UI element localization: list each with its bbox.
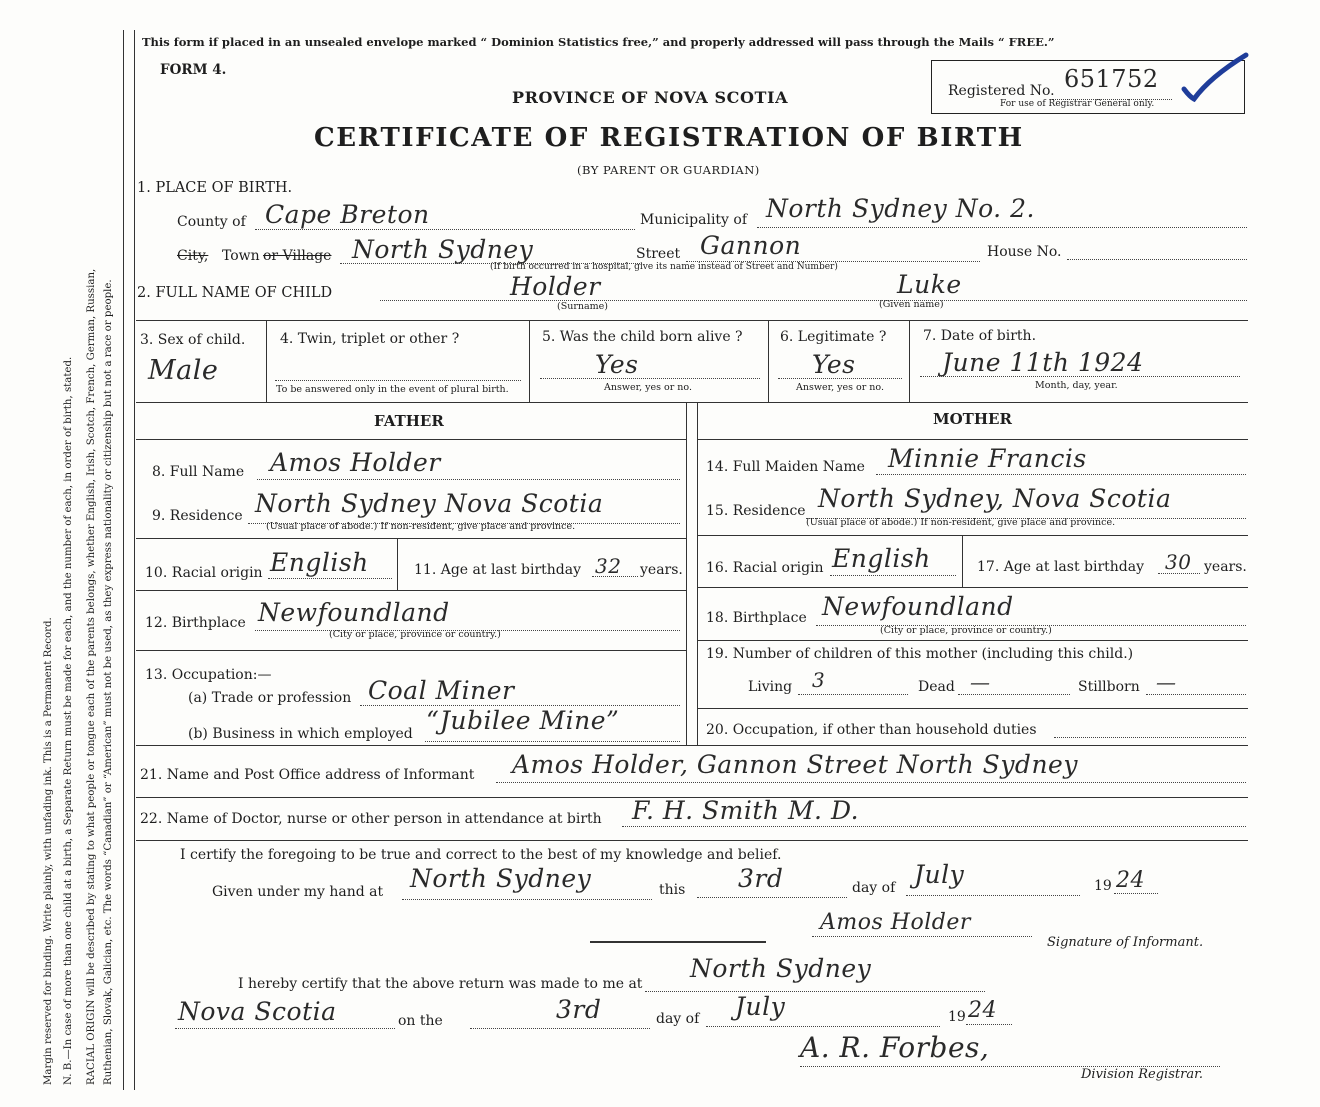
given-month-line [906,895,1080,896]
mother-stillborn-label: Stillborn [1078,679,1140,695]
division-registrar-label: Division Registrar. [1081,1067,1203,1082]
father-business-value: “Jubilee Mine” [426,706,620,735]
father-business-label: (b) Business in which employed [188,726,413,742]
town-label: Town [222,248,260,264]
registered-no-value: 651752 [1064,65,1159,93]
given-place-line [402,899,652,900]
province-heading: PROVINCE OF NOVA SCOTIA [512,88,789,107]
mother-living-label: Living [748,679,793,695]
county-value: Cape Breton [265,200,430,229]
informant-value: Amos Holder, Gannon Street North Sydney [512,750,1078,779]
father-name-label: 8. Full Name [152,464,245,480]
sex-label: 3. Sex of child. [140,332,246,348]
mother-children-label: 19. Number of children of this mother (including this child.) [706,646,1134,662]
hospital-note: (If birth occurred in a hospital, give its name instead of Street and Number) [490,262,838,272]
legitimate-line [778,378,902,379]
mother-living-line [798,694,908,695]
margin-note-plural-birth: N. B.—In case of more than one child at a birth, a Separate Return must be made for each, and the number of each, in order of birth, stated. [63,356,74,1085]
twin-line [275,380,521,381]
checkmark-icon [1176,49,1254,109]
registrar-day-line [470,1028,650,1029]
county-line [255,229,635,230]
margin-note-binding: Margin reserved for binding. Write plainly, with unfading ink. This is a Permanent Record. [43,617,54,1085]
father-name-line [257,479,680,480]
father-occupation-label: 13. Occupation:— [145,667,272,683]
registrar-place-1: North Sydney [690,954,872,983]
father-business-line [425,741,680,742]
mother-race-top-line [698,535,1248,536]
mother-name-value: Minnie Francis [888,444,1087,473]
child-given-value: Luke [897,270,962,299]
mother-heading-line [698,439,1248,440]
father-residence-value: North Sydney Nova Scotia [255,489,604,518]
registrar-statement: I hereby certify that the above return was made to me at [238,976,643,992]
father-heading: FATHER [374,412,444,430]
born-alive-note: Answer, yes or no. [604,382,693,393]
registrar-month-value: July [735,992,786,1021]
city-label: City, [177,248,209,264]
details-divider-4 [909,320,910,402]
registrar-day-of-label: day of [656,1011,700,1027]
date-of-birth-line [920,376,1240,377]
margin-note-racial-origin: RACIAL ORIGIN will be described by stating to what people or tongue each of the parents belongs, whether English, Irish, Scotch, French, German, Russian, [86,268,97,1085]
given-under-label: Given under my hand at [212,884,384,900]
mother-race-bottom-line [698,587,1248,588]
mother-occupation-line [1054,737,1246,738]
born-alive-line [540,378,760,379]
father-birthplace-value: Newfoundland [258,598,450,627]
mother-living-value: 3 [812,668,826,692]
mother-age-value: 30 [1165,550,1192,574]
child-surname-value: Holder [510,272,601,301]
county-label: County of [177,214,246,230]
mother-age-line [1158,573,1200,574]
date-of-birth-label: 7. Date of birth. [923,328,1037,344]
twin-note: To be answered only in the event of plural birth. [276,384,509,395]
street-label: Street [636,246,681,262]
registrar-year-value: 24 [968,998,997,1023]
on-the-label: on the [398,1013,443,1029]
page-title: CERTIFICATE OF REGISTRATION OF BIRTH [314,123,1024,153]
born-alive-value: Yes [595,350,639,379]
mother-birthplace-value: Newfoundland [822,592,1014,621]
given-day-line [697,897,847,898]
registrar-place-2: Nova Scotia [178,997,337,1026]
mother-residence-note: (Usual place of abode.) If non-resident, give place and province. [806,517,1116,528]
separator-rule [590,941,766,943]
frame-left-line-inner [134,30,135,1090]
twin-label: 4. Twin, triplet or other ? [280,331,460,347]
father-residence-note: (Usual place of abode.) If non-resident, give place and province. [266,521,576,532]
father-trade-label: (a) Trade or profession [188,690,352,706]
details-divider-3 [768,320,769,402]
given-day-value: 3rd [738,864,784,893]
father-trade-value: Coal Miner [368,676,515,705]
municipality-label: Municipality of [640,212,748,228]
registrar-place-line [645,991,985,992]
child-given-note: (Given name) [879,299,944,310]
details-divider-2 [529,320,530,402]
mother-stillborn-line [1146,694,1246,695]
mother-heading: MOTHER [933,410,1012,428]
father-race-divider [397,538,398,590]
street-value: Gannon [700,231,802,260]
informant-line [496,782,1246,783]
mother-children-top-line [698,640,1248,641]
doctor-value: F. H. Smith M. D. [632,796,860,825]
father-heading-line [136,439,686,440]
margin-note-racial-origin-cont: Ruthenian, Slovak, Galician, etc. The words “Canadian” or “American” must not be used, as they express nationality or citizenship but not a race or people. [103,279,114,1085]
mother-occupation-top-line [698,708,1248,709]
father-race-value: English [270,548,369,577]
father-residence-label: 9. Residence [152,508,243,524]
details-divider-1 [266,320,267,402]
certification-statement: I certify the foregoing to be true and correct to the best of my knowledge and belief. [180,847,782,863]
informant-signature: Amos Holder [820,910,971,935]
mother-name-line [876,474,1246,475]
date-of-birth-note: Month, day, year. [1035,380,1118,391]
mother-stillborn-value: — [1156,670,1177,694]
father-age-label: 11. Age at last birthday [414,562,582,578]
registration-box [931,60,1245,114]
mother-race-value: English [832,544,931,573]
informant-top-line [136,745,1248,746]
registrar-signature: A. R. Forbes, [800,1031,990,1064]
municipality-value: North Sydney No. 2. [766,194,1035,223]
mother-years-label: years. [1204,559,1247,575]
registrar-place-2-line [175,1028,395,1029]
given-place-value: North Sydney [410,864,592,893]
municipality-line [757,227,1247,228]
mother-race-label: 16. Racial origin [706,560,824,576]
registered-no-note: For use of Registrar General only. [1000,99,1155,109]
registrar-year-line [966,1024,1012,1025]
form-number: FORM 4. [160,62,227,78]
informant-label: 21. Name and Post Office address of Informant [140,767,475,783]
parents-divider-left [686,402,687,745]
legitimate-label: 6. Legitimate ? [780,329,887,345]
registrar-month-line [706,1026,940,1027]
signature-informant-label: Signature of Informant. [1047,935,1204,950]
father-birthplace-note: (City or place, province or country.) [329,629,501,640]
certification-top-line [136,840,1248,841]
mother-dead-label: Dead [918,679,955,695]
father-race-line [268,578,392,579]
frame-left-line [123,30,124,1090]
father-occupation-top-line [136,650,686,651]
father-years-label: years. [640,562,683,578]
page-subtitle: (BY PARENT OR GUARDIAN) [577,163,760,177]
father-age-line [592,576,638,577]
given-year-prefix: 19 [1094,878,1112,894]
sex-value: Male [148,355,219,386]
mother-name-label: 14. Full Maiden Name [706,459,865,475]
details-row-top-line [136,320,1248,321]
mother-residence-value: North Sydney, Nova Scotia [818,484,1172,513]
given-year-line [1114,893,1158,894]
mother-race-divider [962,535,963,587]
registrar-day-value: 3rd [556,995,602,1024]
mother-dead-line [958,694,1070,695]
place-of-birth-heading: 1. PLACE OF BIRTH. [137,180,293,196]
top-notice: This form if placed in an unsealed envelope marked “ Dominion Statistics free,” and properly addressed will pass through the Mails “ FREE.” [142,35,1055,49]
child-surname-note: (Surname) [557,301,608,312]
born-alive-label: 5. Was the child born alive ? [542,329,743,345]
father-age-value: 32 [595,554,622,578]
mother-residence-label: 15. Residence [706,503,806,519]
informant-signature-line [812,936,1032,937]
mother-dead-value: — [970,670,991,694]
mother-birthplace-note: (City or place, province or country.) [880,625,1052,636]
parents-divider-right [697,402,698,745]
father-race-label: 10. Racial origin [145,565,263,581]
mother-birthplace-label: 18. Birthplace [706,610,807,626]
father-name-value: Amos Holder [270,448,441,477]
details-row-bottom-line [136,402,1248,403]
father-race-bottom-line [136,590,686,591]
father-race-top-line [136,538,686,539]
town-value: North Sydney [352,235,534,264]
legitimate-note: Answer, yes or no. [796,382,885,393]
doctor-label: 22. Name of Doctor, nurse or other person in attendance at birth [140,811,602,827]
legitimate-value: Yes [812,350,856,379]
registered-no-label: Registered No. [948,83,1055,99]
date-of-birth-value: June 11th 1924 [942,348,1144,377]
mother-race-line [830,575,956,576]
this-label: this [659,882,686,898]
mother-age-label: 17. Age at last birthday [977,559,1145,575]
mother-occupation-label: 20. Occupation, if other than household duties [706,722,1037,738]
house-no-line [1067,259,1247,260]
given-year-value: 24 [1116,868,1145,893]
doctor-line [622,826,1246,827]
registrar-year-prefix: 19 [948,1009,966,1025]
day-of-label: day of [852,880,896,896]
house-no-label: House No. [987,244,1062,260]
given-month-value: July [914,860,965,889]
village-label: or Village [263,248,332,264]
child-name-label: 2. FULL NAME OF CHILD [137,285,333,301]
father-birthplace-label: 12. Birthplace [145,615,246,631]
